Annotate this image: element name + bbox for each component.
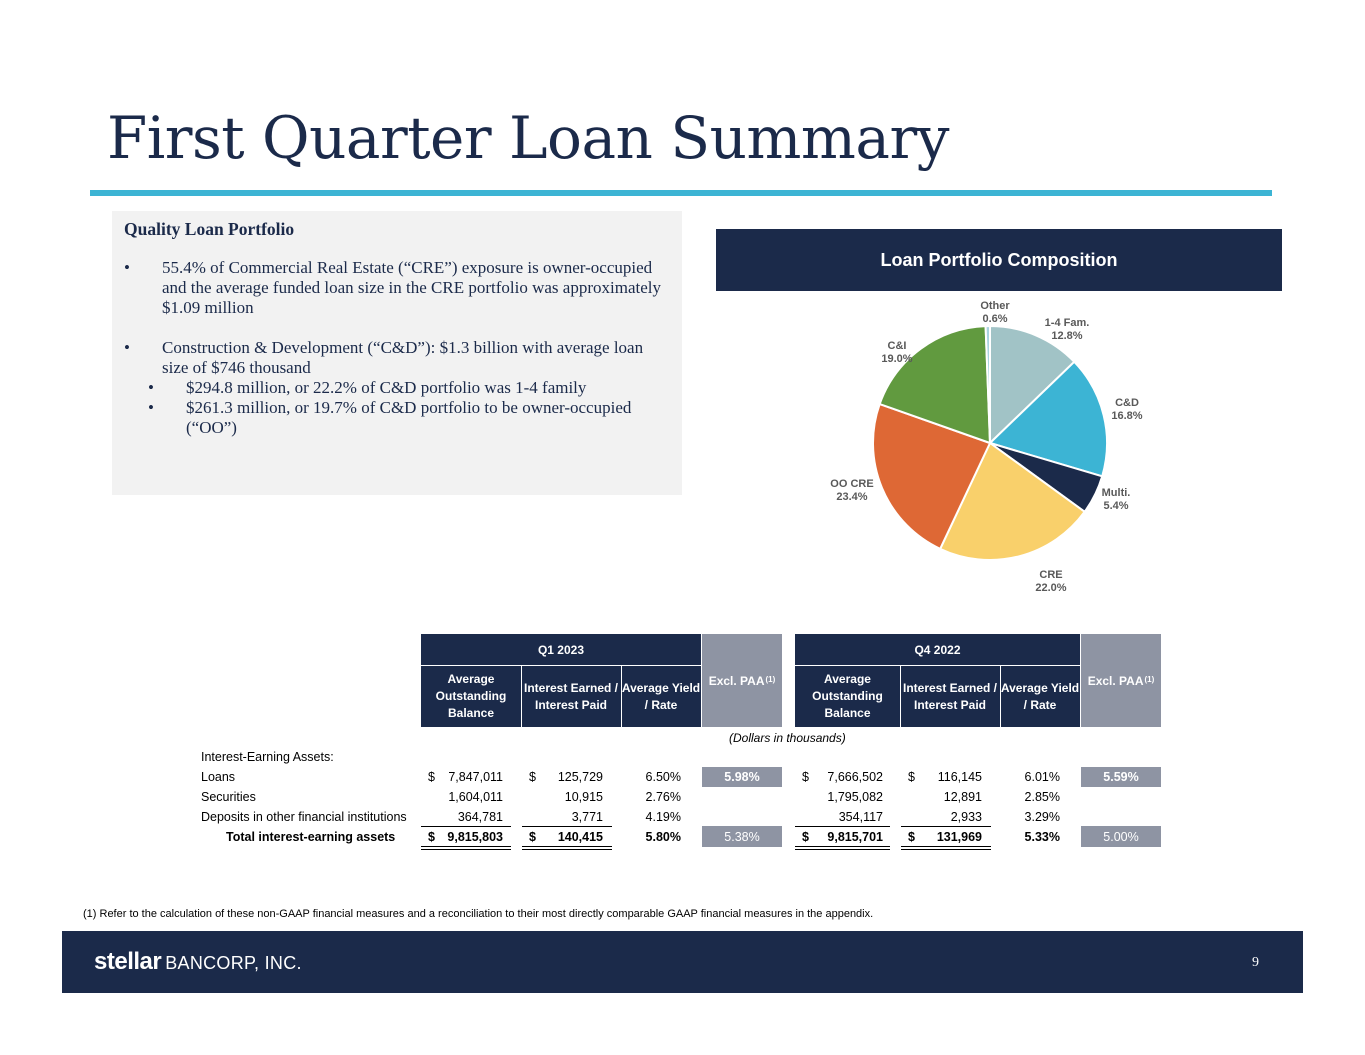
row-label: Securities (201, 790, 256, 804)
bullet-icon: • (124, 258, 130, 277)
quality-sub-text: $261.3 million, or 19.7% of C&D portfolio to be owner-occupied (“OO”) (186, 398, 632, 437)
header-separator (900, 666, 901, 727)
quality-bullet-cre (124, 258, 670, 318)
q1-col-balance: Average Outstanding Balance (421, 666, 521, 727)
pie-label: Other 0.6% (980, 300, 1010, 325)
pie-label: Multi. 5.4% (1101, 487, 1131, 512)
header-separator (521, 666, 522, 727)
q1-balance: 7,847,011 (448, 770, 503, 784)
dollar-sign: $ (908, 830, 915, 844)
quality-bullet-text: Construction & Development (“C&D”): $1.3 billion with average loan size of $746 thousand (162, 338, 644, 377)
total-label: Total interest-earning assets (226, 830, 396, 844)
q1-interest: 125,729 (557, 770, 603, 784)
excl-paa-label: Excl. PAA (1087, 673, 1144, 688)
q1-interest: 10,915 (564, 790, 603, 804)
pie-label: OO CRE 23.4% (830, 478, 874, 503)
subtotal-underline (901, 826, 991, 827)
quality-sub-list (124, 378, 670, 438)
title-divider (90, 190, 1272, 196)
row-label: Deposits in other financial institutions (201, 810, 407, 824)
footnote: (1) Refer to the calculation of these non-GAAP financial measures and a reconciliation to their most directly comparable GAAP financial measures in the appendix. (83, 908, 874, 920)
dollar-sign: $ (428, 770, 435, 784)
q1-yield: 6.50% (645, 770, 681, 784)
q4-yield: 2.85% (1024, 790, 1060, 804)
quality-sub-text: $294.8 million, or 22.2% of C&D portfolio was 1-4 family (186, 378, 587, 397)
q4-2022-header: Q4 2022 (795, 634, 1080, 666)
header-separator (795, 665, 1080, 666)
total-double-underline (901, 849, 991, 850)
q1-yield: 5.80% (645, 830, 681, 844)
excl-paa-label: Excl. PAA (708, 673, 765, 688)
q1-excl-paa: 5.38% (702, 826, 782, 847)
logo-wordmark: stellar (94, 948, 162, 975)
q1-yield: 4.19% (645, 810, 681, 824)
excl-paa-footnote-ref: (1) (1144, 675, 1155, 684)
quality-bullet-text: 55.4% of Commercial Real Estate (“CRE”) exposure is owner-occupied and the average funded loan size in the CRE portfolio was approximately $1.09 million (162, 258, 661, 317)
composition-header: Loan Portfolio Composition (716, 229, 1282, 291)
subtotal-underline (522, 826, 612, 827)
dollar-sign: $ (529, 830, 536, 844)
total-double-underline (421, 849, 511, 850)
pie-label: CRE 22.0% (1035, 569, 1067, 594)
total-double-underline (522, 846, 612, 847)
stellar-bancorp-logo (94, 948, 302, 976)
total-double-underline (795, 846, 890, 847)
q4-balance: 7,666,502 (827, 770, 883, 784)
q1-2023-header: Q1 2023 (421, 634, 701, 666)
q4-col-excl-paa (1081, 634, 1161, 727)
page-number: 9 (1252, 955, 1259, 970)
q4-balance: 9,815,701 (827, 830, 883, 844)
section-label: Interest-Earning Assets: (201, 750, 334, 764)
dollars-in-thousands-note: (Dollars in thousands) (729, 731, 846, 745)
quality-loan-portfolio-box (112, 211, 682, 495)
q1-balance: 9,815,803 (447, 830, 503, 844)
total-double-underline (795, 849, 890, 850)
excl-paa-footnote-ref: (1) (765, 675, 776, 684)
q4-col-yield: Average Yield / Rate (1000, 666, 1080, 727)
total-double-underline (901, 846, 991, 847)
pie-label: C&D 16.8% (1111, 397, 1143, 422)
q4-yield: 3.29% (1024, 810, 1060, 824)
subtotal-underline (421, 826, 511, 827)
q1-balance: 1,604,011 (448, 790, 503, 804)
q4-interest: 12,891 (943, 790, 982, 804)
total-double-underline (421, 846, 511, 847)
dollar-sign: $ (908, 770, 915, 784)
quality-bullet-cd (124, 338, 670, 378)
bullet-icon: • (124, 338, 130, 357)
q4-yield: 5.33% (1024, 830, 1060, 844)
q4-yield: 6.01% (1024, 770, 1060, 784)
dollar-sign: $ (428, 830, 435, 844)
quality-sub-bullet (124, 398, 670, 438)
dollar-sign: $ (802, 770, 809, 784)
dollar-sign: $ (529, 770, 536, 784)
quality-sub-bullet (124, 378, 670, 398)
q1-col-excl-paa (702, 634, 782, 727)
q4-balance: 354,117 (838, 810, 883, 824)
q4-interest: 2,933 (950, 810, 982, 824)
row-label: Loans (201, 770, 236, 784)
bullet-icon: • (148, 398, 154, 417)
q4-col-balance: Average Outstanding Balance (795, 666, 900, 727)
dollar-sign: $ (802, 830, 809, 844)
q1-excl-paa: 5.98% (702, 767, 782, 787)
pie-label: C&I 19.0% (881, 340, 913, 365)
q4-balance: 1,795,082 (827, 790, 883, 804)
q1-yield: 2.76% (645, 790, 681, 804)
q4-interest: 116,145 (937, 770, 982, 784)
logo-subtitle: BANCORP, INC. (165, 953, 302, 973)
q4-excl-paa: 5.00% (1081, 826, 1161, 847)
q1-col-interest: Interest Earned / Interest Paid (521, 666, 621, 727)
page-title: First Quarter Loan Summary (107, 104, 949, 172)
q1-interest: 140,415 (557, 830, 603, 844)
q4-col-interest: Interest Earned / Interest Paid (900, 666, 1000, 727)
pie-label: 1-4 Fam. 12.8% (1044, 317, 1090, 342)
q4-interest: 131,969 (936, 830, 982, 844)
header-separator (621, 666, 622, 727)
total-double-underline (522, 849, 612, 850)
subtotal-underline (795, 826, 890, 827)
header-separator (1000, 666, 1001, 727)
q4-excl-paa: 5.59% (1081, 767, 1161, 787)
footer-bar (62, 931, 1303, 993)
q1-interest: 3,771 (571, 810, 603, 824)
header-separator (421, 665, 701, 666)
quality-title: Quality Loan Portfolio (124, 219, 295, 239)
loan-portfolio-pie-chart (790, 290, 1190, 610)
bullet-icon: • (148, 378, 154, 397)
q1-balance: 364,781 (457, 810, 503, 824)
q1-col-yield: Average Yield / Rate (621, 666, 701, 727)
